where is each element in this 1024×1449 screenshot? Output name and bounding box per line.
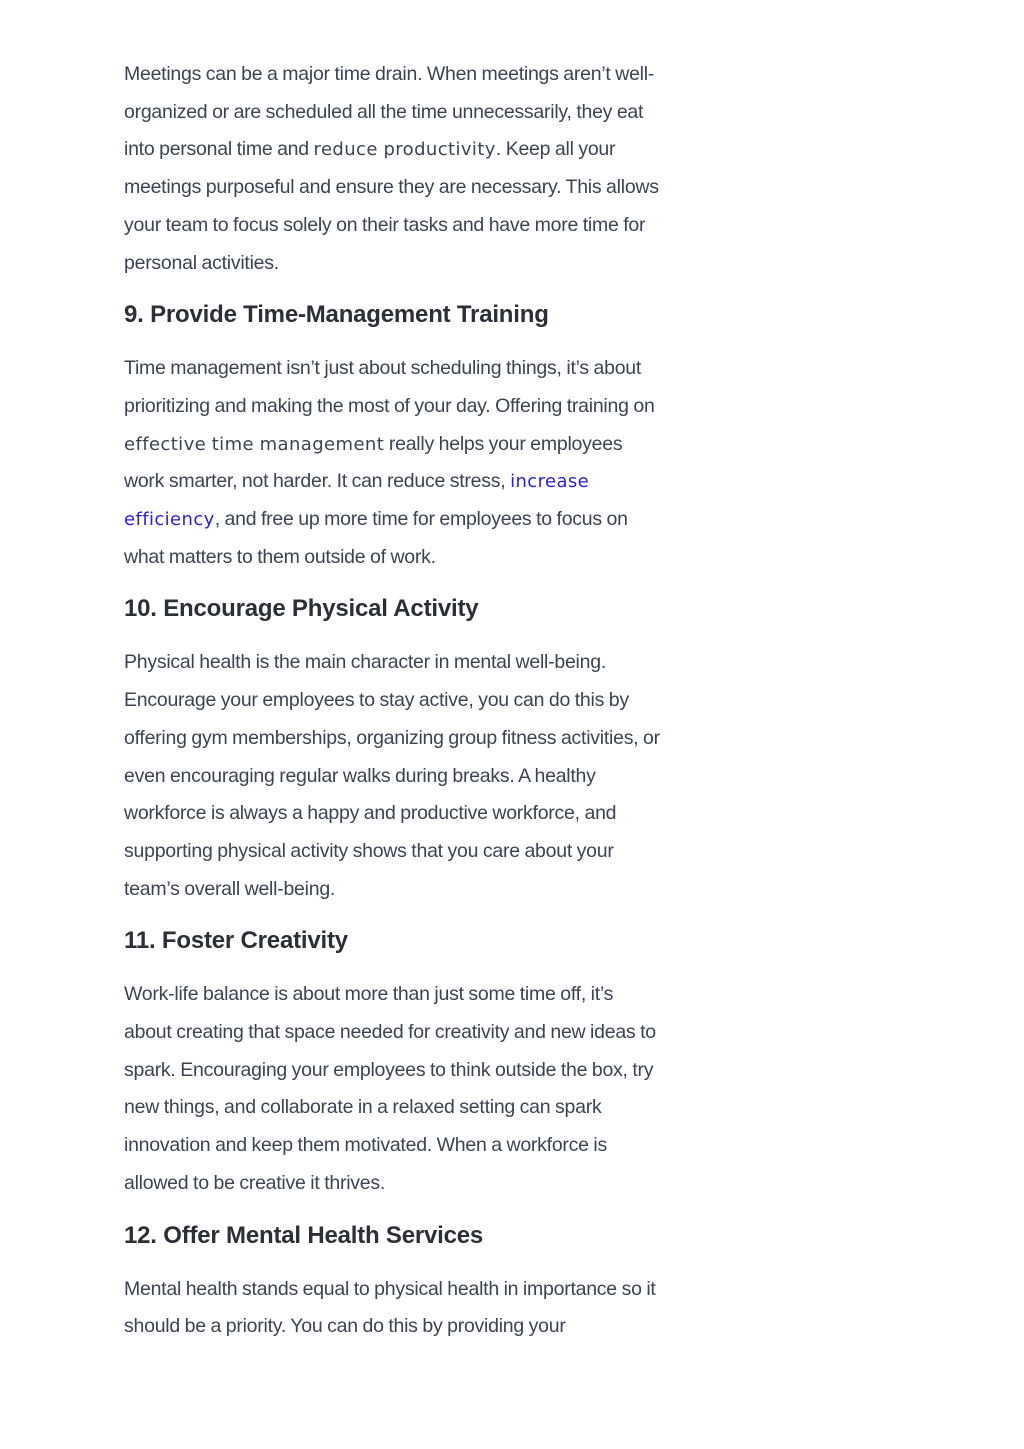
- article-body: [124, 56, 664, 1358]
- paragraph-time-management: [124, 350, 664, 576]
- heading-physical-activity: 10. Encourage Physical Activity: [124, 595, 479, 623]
- paragraph-text: Meetings can be a major time drain. When meetings aren’t well-organized or are scheduled all the time unnecessarily, they eat into personal time and: [124, 63, 655, 161]
- paragraph-text: really helps your employees work smarter, not harder. It can reduce stress,: [124, 432, 623, 493]
- keyword-reduce-productivity: reduce productivity: [313, 139, 496, 161]
- paragraph-mental-health: Mental health stands equal to physical health in importance so it should be a priority. You can do this by providing your: [124, 1277, 656, 1338]
- heading-mental-health-services: 12. Offer Mental Health Services: [124, 1221, 484, 1249]
- paragraph-text: . Keep all your meetings purposeful and ensure they are necessary. This allows your team to focus solely on their tasks and have more time for personal activities.: [124, 138, 659, 274]
- paragraph-text: Time management isn’t just about scheduling things, it’s about prioritizing and making the most of your day. Offering training on: [124, 357, 655, 417]
- keyword-effective-time-management: effective time management: [124, 433, 385, 455]
- heading-time-management-training: 9. Provide Time-Management Training: [124, 301, 549, 329]
- heading-foster-creativity: 11. Foster Creativity: [124, 927, 348, 955]
- link-increase-efficiency[interactable]: increase efficiency: [124, 471, 590, 531]
- paragraph-creativity: Work-life balance is about more than just some time off, it’s about creating that space needed for creativity and new ideas to spark. Encouraging your employees to think outside the box, try new things, and collaborate in a relaxed setting can spark innovation and keep them motivated. When a workforce is allowed to be creative it thrives.: [124, 983, 656, 1194]
- paragraph-physical-activity: Physical health is the main character in mental well-being. Encourage your employees to stay active, you can do this by offering gym memberships, organizing group fitness activities, or even encouraging regular walks during breaks. A healthy workforce is always a happy and productive workforce, and supporting physical activity shows that you care about your team’s overall well-being.: [124, 651, 660, 900]
- paragraph-meetings: [124, 56, 664, 282]
- paragraph-text: , and free up more time for employees to focus on what matters to them outside of work.: [124, 508, 628, 568]
